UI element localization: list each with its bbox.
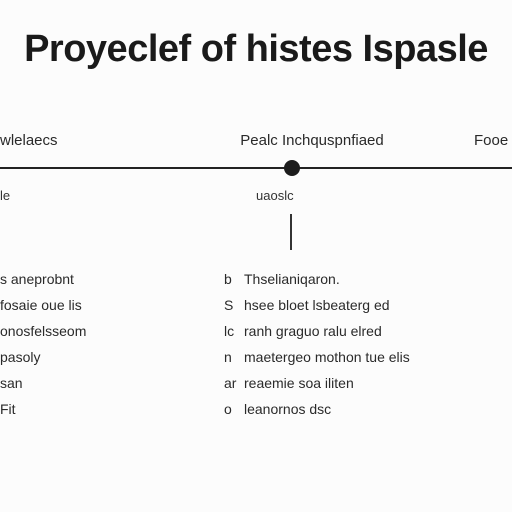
list-item bbox=[224, 266, 410, 292]
list-marker: lc bbox=[224, 323, 235, 339]
node-connector bbox=[290, 214, 292, 250]
list-item bbox=[224, 370, 410, 396]
list-marker: S bbox=[224, 297, 234, 313]
list-item: Fit bbox=[0, 401, 16, 417]
timeline-line bbox=[0, 167, 512, 169]
list-item-text: ranh graguo ralu elred bbox=[244, 323, 382, 339]
timeline-center-label: Pealc Inchquspnfiaed bbox=[240, 132, 384, 149]
list-marker: o bbox=[224, 401, 232, 417]
right-list bbox=[224, 266, 410, 422]
list-item-text: hsee bloet lsbeaterg ed bbox=[244, 297, 390, 313]
timeline-left-label: wlelaecs bbox=[0, 132, 58, 149]
list-item-text: reaemie soa iliten bbox=[244, 375, 354, 391]
list-marker: ar bbox=[224, 375, 237, 391]
timeline-node bbox=[284, 160, 300, 176]
list-marker: b bbox=[224, 271, 232, 287]
list-item: s aneprobnt bbox=[0, 271, 74, 287]
timeline-right-label: Fooe bbox=[474, 132, 509, 149]
left-list bbox=[0, 266, 86, 422]
timeline-left-sublabel: le bbox=[0, 188, 11, 203]
list-item: pasoly bbox=[0, 349, 41, 365]
list-item bbox=[224, 344, 410, 370]
list-item bbox=[224, 318, 410, 344]
list-item: onosfelsseom bbox=[0, 323, 87, 339]
list-item-text: leanornos dsc bbox=[244, 401, 332, 417]
list-item-text: Thselianiqaron. bbox=[244, 271, 340, 287]
timeline-center-sublabel: uaoslc bbox=[256, 188, 294, 203]
list-item: fosaie oue lis bbox=[0, 297, 82, 313]
list-item: san bbox=[0, 375, 23, 391]
list-item bbox=[224, 396, 410, 422]
list-item bbox=[224, 292, 410, 318]
list-marker: n bbox=[224, 349, 232, 365]
diagram-title: Proyeclef of histes Ispasle bbox=[24, 28, 488, 70]
list-item-text: maetergeo mothon tue elis bbox=[244, 349, 410, 365]
